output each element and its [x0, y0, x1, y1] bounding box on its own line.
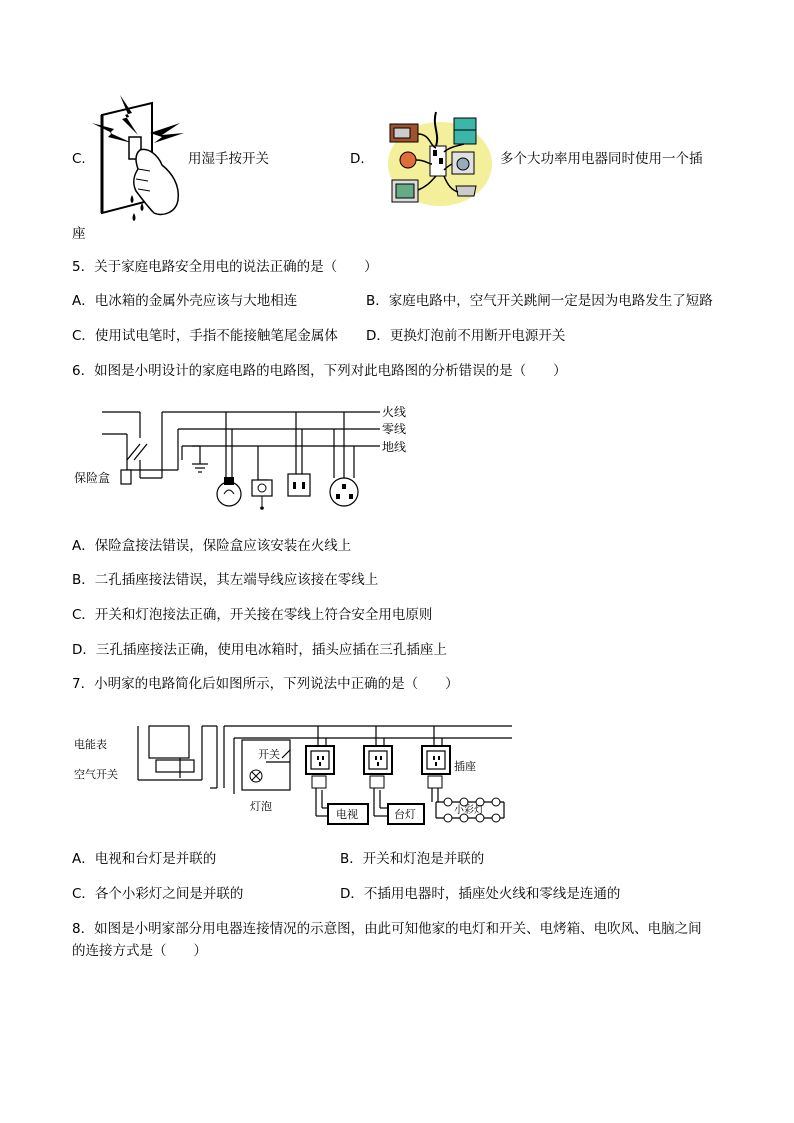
q6-option-a: A．保险盒接法错误，保险盒应该安装在火线上: [72, 538, 352, 554]
q6-option-c: C．开关和灯泡接法正确，开关接在零线上符合安全用电原则: [72, 607, 433, 623]
q6-option-b: B．二孔插座接法错误，其左端导线应该接在零线上: [72, 572, 379, 588]
q6-circuit-diagram: [72, 402, 417, 514]
q4-option-c-text: 用湿手按开关: [188, 151, 269, 167]
label-meter: 电能表: [74, 738, 107, 751]
q8-stem-line2: 的连接方式是（ ）: [72, 943, 207, 959]
q7-option-d: D．不插用电器时，插座处火线和零线是连通的: [340, 886, 621, 902]
label-desk-lamp: 台灯: [394, 808, 416, 821]
q5-option-c: C．使用试电笔时，手指不能接触笔尾金属体: [72, 328, 338, 344]
q7-option-b: B．开关和灯泡是并联的: [340, 851, 485, 867]
label-live-wire: 火线: [382, 405, 407, 419]
q8-stem-line1: 8．如图是小明家部分用电器连接情况的示意图，由此可知他家的电灯和开关、电烤箱、电吹风、电脑之间: [72, 921, 702, 937]
q7-option-c: C．各个小彩灯之间是并联的: [72, 886, 244, 902]
q5-option-a: A．电冰箱的金属外壳应该与大地相连: [72, 293, 298, 309]
q4-option-d-text: 多个大功率用电器同时使用一个插: [500, 151, 703, 167]
overloaded-socket-illustration: [386, 106, 494, 210]
label-switch: 开关: [258, 748, 280, 761]
q4-option-d-label: D.: [350, 151, 365, 167]
q7-circuit-diagram: [72, 718, 522, 833]
q6-stem: 6．如图是小明设计的家庭电路的电路图，下列对此电路图的分析错误的是（ ）: [72, 363, 567, 379]
q4-option-d-continuation: 座: [72, 226, 86, 242]
q4-option-c-label: C.: [72, 151, 86, 167]
wet-hand-switch-illustration: [92, 95, 187, 225]
label-breaker: 空气开关: [74, 768, 118, 781]
label-mini-lights: 小彩灯: [454, 805, 484, 816]
label-neutral-wire: 零线: [382, 422, 407, 436]
label-ground-wire: 地线: [382, 440, 407, 454]
label-socket: 插座: [454, 760, 476, 773]
q5-stem: 5．关于家庭电路安全用电的说法正确的是（ ）: [72, 259, 378, 275]
q5-option-d: D．更换灯泡前不用断开电源开关: [366, 328, 566, 344]
q7-option-a: A．电视和台灯是并联的: [72, 851, 217, 867]
label-fuse-box: 保险盒: [74, 471, 111, 485]
q6-option-d: D．三孔插座接法正确，使用电冰箱时，插头应插在三孔插座上: [72, 642, 447, 658]
q7-stem: 7．小明家的电路简化后如图所示，下列说法中正确的是（ ）: [72, 676, 459, 692]
label-tv: 电视: [336, 808, 358, 821]
label-bulb: 灯泡: [250, 800, 272, 813]
q5-option-b: B．家庭电路中，空气开关跳闸一定是因为电路发生了短路: [366, 293, 713, 309]
